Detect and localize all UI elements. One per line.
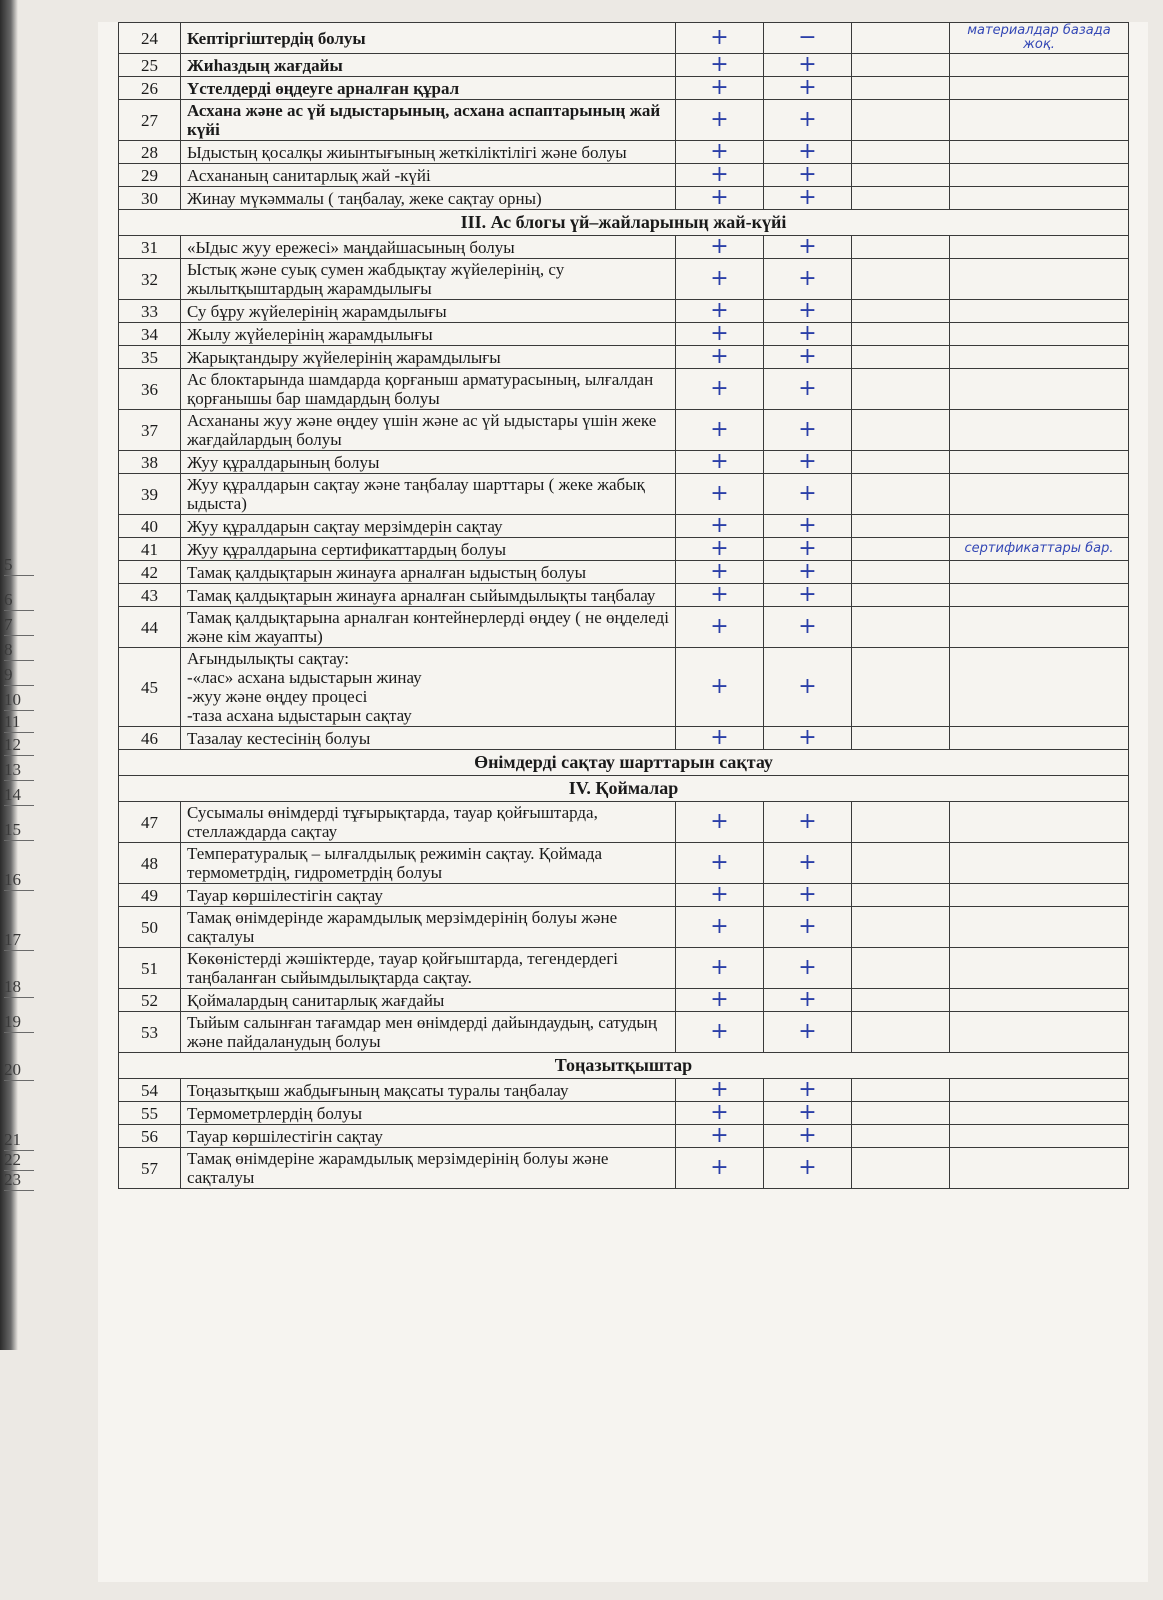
handwritten-note (950, 515, 1129, 538)
handwritten-note (950, 474, 1129, 515)
document-page (98, 22, 1148, 1582)
margin-number: 19 (4, 1012, 34, 1033)
check-mark-a: + (676, 410, 764, 451)
section-title: Өнімдерді сақтау шарттарын сақтау (119, 750, 1129, 776)
check-mark-b: + (764, 948, 852, 989)
row-number: 34 (119, 323, 181, 346)
handwritten-note (950, 410, 1129, 451)
table-row (119, 948, 1129, 989)
handwritten-note (950, 100, 1129, 141)
table-row (119, 346, 1129, 369)
check-mark-b: + (764, 1102, 852, 1125)
row-number: 48 (119, 843, 181, 884)
table-row (119, 369, 1129, 410)
margin-number: 7 (4, 615, 34, 636)
empty-cell (852, 648, 950, 727)
table-row (119, 1125, 1129, 1148)
margin-number: 12 (4, 735, 34, 756)
handwritten-note (950, 187, 1129, 210)
row-number: 33 (119, 300, 181, 323)
handwritten-note (950, 1079, 1129, 1102)
check-mark-a: + (676, 346, 764, 369)
handwritten-note (950, 259, 1129, 300)
empty-cell (852, 77, 950, 100)
check-mark-a: + (676, 369, 764, 410)
empty-cell (852, 1079, 950, 1102)
empty-cell (852, 164, 950, 187)
requirement-text: Тазалау кестесінің болуы (181, 727, 676, 750)
section-header-row (119, 750, 1129, 776)
empty-cell (852, 907, 950, 948)
row-number: 50 (119, 907, 181, 948)
check-mark-b: + (764, 884, 852, 907)
empty-cell (852, 843, 950, 884)
check-mark-a: + (676, 948, 764, 989)
check-mark-b: + (764, 1148, 852, 1189)
row-number: 25 (119, 54, 181, 77)
section-title: Тоңазытқыштар (119, 1053, 1129, 1079)
handwritten-note (950, 369, 1129, 410)
empty-cell (852, 410, 950, 451)
check-mark-b: + (764, 141, 852, 164)
requirement-text: Сусымалы өнімдерді тұғырықтарда, тауар қойғыштарда, стеллаждарда сақтау (181, 802, 676, 843)
requirement-text: Жарықтандыру жүйелерінің жарамдылығы (181, 346, 676, 369)
table-row (119, 907, 1129, 948)
handwritten-note (950, 164, 1129, 187)
handwritten-note (950, 802, 1129, 843)
handwritten-note (950, 948, 1129, 989)
check-mark-b: + (764, 410, 852, 451)
check-mark-b: + (764, 538, 852, 561)
check-mark-b: + (764, 1012, 852, 1053)
empty-cell (852, 989, 950, 1012)
margin-number: 10 (4, 690, 34, 711)
row-number: 26 (119, 77, 181, 100)
empty-cell (852, 1012, 950, 1053)
handwritten-note (950, 77, 1129, 100)
check-mark-b: + (764, 346, 852, 369)
handwritten-note (950, 346, 1129, 369)
row-number: 56 (119, 1125, 181, 1148)
handwritten-note (950, 54, 1129, 77)
check-mark-a: + (676, 323, 764, 346)
empty-cell (852, 369, 950, 410)
check-mark-b: + (764, 323, 852, 346)
check-mark-a: + (676, 77, 764, 100)
check-mark-b: + (764, 54, 852, 77)
table-row (119, 54, 1129, 77)
row-number: 49 (119, 884, 181, 907)
requirement-text: Тамақ қалдықтарына арналған контейнерлерді өңдеу ( не өңделеді және кім жауапты) (181, 607, 676, 648)
table-row (119, 648, 1129, 727)
margin-number: 21 (4, 1130, 34, 1151)
empty-cell (852, 300, 950, 323)
requirement-text: Термометрлердің болуы (181, 1102, 676, 1125)
requirement-text: Ыстық және суық сумен жабдықтау жүйелерінің, су жылытқыштардың жарамдылығы (181, 259, 676, 300)
section-header-row (119, 1053, 1129, 1079)
section-title: III. Ас блогы үй–жайларының жай-күйі (119, 210, 1129, 236)
handwritten-note (950, 1012, 1129, 1053)
requirement-text: «Ыдыс жуу ережесі» маңдайшасының болуы (181, 236, 676, 259)
check-mark-a: + (676, 1148, 764, 1189)
requirement-text: Ағындылықты сақтау: -«лас» асхана ыдыстарын жинау -жуу және өңдеу процесі -таза асхана ыдыстарын сақтау (181, 648, 676, 727)
table-row (119, 141, 1129, 164)
check-mark-a: + (676, 727, 764, 750)
check-mark-b: + (764, 1079, 852, 1102)
handwritten-note (950, 1148, 1129, 1189)
table-row (119, 164, 1129, 187)
row-number: 42 (119, 561, 181, 584)
row-number: 32 (119, 259, 181, 300)
check-mark-b: + (764, 1125, 852, 1148)
requirement-text: Жинау мүкәммалы ( таңбалау, жеке сақтау орны) (181, 187, 676, 210)
check-mark-a: + (676, 1125, 764, 1148)
check-mark-a: + (676, 843, 764, 884)
margin-number: 14 (4, 785, 34, 806)
requirement-text: Тамақ қалдықтарын жинауға арналған ыдыстың болуы (181, 561, 676, 584)
check-mark-a: + (676, 54, 764, 77)
requirement-text: Жуу құралдарын сақтау және таңбалау шарттары ( жеке жабық ыдыста) (181, 474, 676, 515)
row-number: 57 (119, 1148, 181, 1189)
check-mark-b: + (764, 648, 852, 727)
requirement-text: Үстелдерді өңдеуге арналған құрал (181, 77, 676, 100)
table-row (119, 802, 1129, 843)
table-row (119, 187, 1129, 210)
row-number: 46 (119, 727, 181, 750)
margin-number: 9 (4, 665, 34, 686)
handwritten-note (950, 1125, 1129, 1148)
margin-number: 8 (4, 640, 34, 661)
requirement-text: Жылу жүйелерінің жарамдылығы (181, 323, 676, 346)
empty-cell (852, 584, 950, 607)
handwritten-note (950, 843, 1129, 884)
row-number: 52 (119, 989, 181, 1012)
table-row (119, 23, 1129, 54)
requirement-text: Қоймалардың санитарлық жағдайы (181, 989, 676, 1012)
check-mark-a: + (676, 474, 764, 515)
table-row (119, 538, 1129, 561)
empty-cell (852, 474, 950, 515)
margin-number: 23 (4, 1170, 34, 1191)
row-number: 30 (119, 187, 181, 210)
check-mark-a: + (676, 907, 764, 948)
empty-cell (852, 141, 950, 164)
handwritten-note (950, 236, 1129, 259)
requirement-text: Температуралық – ылғалдылық режимін сақтау. Қоймада термометрдің, гидрометрдің болуы (181, 843, 676, 884)
handwritten-note (950, 323, 1129, 346)
requirement-text: Тамақ қалдықтарын жинауға арналған сыйымдылықты таңбалау (181, 584, 676, 607)
check-mark-b: + (764, 259, 852, 300)
margin-number: 13 (4, 760, 34, 781)
table-row (119, 1148, 1129, 1189)
inspection-checklist-table (118, 22, 1129, 1189)
row-number: 37 (119, 410, 181, 451)
section-title: IV. Қоймалар (119, 776, 1129, 802)
requirement-text: Асхананы жуу және өңдеу үшін және ас үй ыдыстары үшін жеке жағдайлардың болуы (181, 410, 676, 451)
empty-cell (852, 802, 950, 843)
check-mark-a: + (676, 100, 764, 141)
check-mark-b: + (764, 100, 852, 141)
check-mark-b: + (764, 515, 852, 538)
empty-cell (852, 100, 950, 141)
row-number: 38 (119, 451, 181, 474)
empty-cell (852, 561, 950, 584)
requirement-text: Тоңазытқыш жабдығының мақсаты туралы таңбалау (181, 1079, 676, 1102)
check-mark-a: + (676, 236, 764, 259)
check-mark-a: + (676, 584, 764, 607)
check-mark-a: + (676, 989, 764, 1012)
row-number: 43 (119, 584, 181, 607)
requirement-text: Тамақ өнімдеріне жарамдылық мерзімдерінің болуы және сақталуы (181, 1148, 676, 1189)
section-header-row (119, 210, 1129, 236)
table-row (119, 100, 1129, 141)
row-number: 31 (119, 236, 181, 259)
empty-cell (852, 607, 950, 648)
check-mark-b: + (764, 77, 852, 100)
row-number: 55 (119, 1102, 181, 1125)
handwritten-note (950, 584, 1129, 607)
empty-cell (852, 884, 950, 907)
requirement-text: Кептіргіштердің болуы (181, 23, 676, 54)
check-mark-b: − (764, 23, 852, 54)
check-mark-b: + (764, 236, 852, 259)
check-mark-a: + (676, 187, 764, 210)
handwritten-note (950, 884, 1129, 907)
check-mark-a: + (676, 300, 764, 323)
handwritten-note (950, 648, 1129, 727)
empty-cell (852, 538, 950, 561)
requirement-text: Тыйым салынған тағамдар мен өнімдерді дайындаудың, сатудың және пайдаланудың болуы (181, 1012, 676, 1053)
row-number: 24 (119, 23, 181, 54)
check-mark-b: + (764, 843, 852, 884)
empty-cell (852, 727, 950, 750)
row-number: 54 (119, 1079, 181, 1102)
margin-number: 15 (4, 820, 34, 841)
check-mark-a: + (676, 1012, 764, 1053)
margin-number: 22 (4, 1150, 34, 1171)
margin-number: 11 (4, 712, 34, 733)
check-mark-b: + (764, 607, 852, 648)
row-number: 36 (119, 369, 181, 410)
requirement-text: Жиһаздың жағдайы (181, 54, 676, 77)
requirement-text: Тауар көршілестігін сақтау (181, 884, 676, 907)
check-mark-a: + (676, 802, 764, 843)
requirement-text: Көкөністерді жәшіктерде, тауар қойғыштарда, тегендердегі таңбаланған сыйымдылықтарда сақтау. (181, 948, 676, 989)
table-row (119, 300, 1129, 323)
handwritten-note (950, 607, 1129, 648)
table-row (119, 561, 1129, 584)
empty-cell (852, 236, 950, 259)
table-row (119, 236, 1129, 259)
check-mark-b: + (764, 474, 852, 515)
table-row (119, 1102, 1129, 1125)
handwritten-note: материалдар базада жоқ. (950, 23, 1129, 54)
handwritten-note (950, 141, 1129, 164)
empty-cell (852, 54, 950, 77)
row-number: 45 (119, 648, 181, 727)
handwritten-note (950, 1102, 1129, 1125)
check-mark-b: + (764, 187, 852, 210)
requirement-text: Жуу құралдарын сақтау мерзімдерін сақтау (181, 515, 676, 538)
row-number: 35 (119, 346, 181, 369)
table-row (119, 451, 1129, 474)
check-mark-b: + (764, 561, 852, 584)
handwritten-note (950, 907, 1129, 948)
handwritten-note (950, 989, 1129, 1012)
check-mark-a: + (676, 141, 764, 164)
check-mark-b: + (764, 300, 852, 323)
margin-number: 5 (4, 555, 34, 576)
check-mark-a: + (676, 451, 764, 474)
requirement-text: Тауар көршілестігін сақтау (181, 1125, 676, 1148)
check-mark-a: + (676, 1079, 764, 1102)
requirement-text: Тамақ өнімдерінде жарамдылық мерзімдерінің болуы және сақталуы (181, 907, 676, 948)
check-mark-b: + (764, 802, 852, 843)
table-row (119, 584, 1129, 607)
check-mark-a: + (676, 1102, 764, 1125)
check-mark-a: + (676, 561, 764, 584)
empty-cell (852, 323, 950, 346)
empty-cell (852, 187, 950, 210)
handwritten-note (950, 300, 1129, 323)
requirement-text: Ас блоктарында шамдарда қорғаныш арматурасының, ылғалдан қорғанышы бар шамдардың болуы (181, 369, 676, 410)
empty-cell (852, 515, 950, 538)
row-number: 29 (119, 164, 181, 187)
check-mark-b: + (764, 989, 852, 1012)
handwritten-note: сертификаттары бар. (950, 538, 1129, 561)
check-mark-a: + (676, 648, 764, 727)
margin-number: 20 (4, 1060, 34, 1081)
table-row (119, 989, 1129, 1012)
check-mark-a: + (676, 515, 764, 538)
requirement-text: Жуу құралдарының болуы (181, 451, 676, 474)
row-number: 27 (119, 100, 181, 141)
requirement-text: Асхана және ас үй ыдыстарының, асхана аспаптарының жай күйі (181, 100, 676, 141)
check-mark-a: + (676, 538, 764, 561)
handwritten-note (950, 451, 1129, 474)
check-mark-b: + (764, 907, 852, 948)
empty-cell (852, 451, 950, 474)
table-row (119, 323, 1129, 346)
requirement-text: Жуу құралдарына сертификаттардың болуы (181, 538, 676, 561)
row-number: 39 (119, 474, 181, 515)
margin-number: 6 (4, 590, 34, 611)
check-mark-a: + (676, 164, 764, 187)
row-number: 40 (119, 515, 181, 538)
row-number: 47 (119, 802, 181, 843)
table-row (119, 410, 1129, 451)
table-row (119, 515, 1129, 538)
row-number: 41 (119, 538, 181, 561)
empty-cell (852, 23, 950, 54)
requirement-text: Су бұру жүйелерінің жарамдылығы (181, 300, 676, 323)
check-mark-b: + (764, 164, 852, 187)
requirement-text: Асхананың санитарлық жай -күйі (181, 164, 676, 187)
table-row (119, 843, 1129, 884)
check-mark-a: + (676, 607, 764, 648)
handwritten-note (950, 727, 1129, 750)
handwritten-note (950, 561, 1129, 584)
row-number: 28 (119, 141, 181, 164)
table-row (119, 607, 1129, 648)
check-mark-a: + (676, 259, 764, 300)
margin-number: 17 (4, 930, 34, 951)
table-row (119, 77, 1129, 100)
check-mark-b: + (764, 727, 852, 750)
check-mark-a: + (676, 23, 764, 54)
check-mark-b: + (764, 451, 852, 474)
table-row (119, 474, 1129, 515)
empty-cell (852, 259, 950, 300)
row-number: 51 (119, 948, 181, 989)
requirement-text: Ыдыстың қосалқы жиынтығының жеткіліктілігі және болуы (181, 141, 676, 164)
table-row (119, 884, 1129, 907)
empty-cell (852, 346, 950, 369)
section-header-row (119, 776, 1129, 802)
table-row (119, 727, 1129, 750)
table-row (119, 1079, 1129, 1102)
check-mark-b: + (764, 369, 852, 410)
empty-cell (852, 1148, 950, 1189)
margin-number: 16 (4, 870, 34, 891)
check-mark-b: + (764, 584, 852, 607)
check-mark-a: + (676, 884, 764, 907)
table-row (119, 259, 1129, 300)
row-number: 53 (119, 1012, 181, 1053)
table-row (119, 1012, 1129, 1053)
margin-number: 18 (4, 977, 34, 998)
empty-cell (852, 948, 950, 989)
empty-cell (852, 1102, 950, 1125)
empty-cell (852, 1125, 950, 1148)
row-number: 44 (119, 607, 181, 648)
